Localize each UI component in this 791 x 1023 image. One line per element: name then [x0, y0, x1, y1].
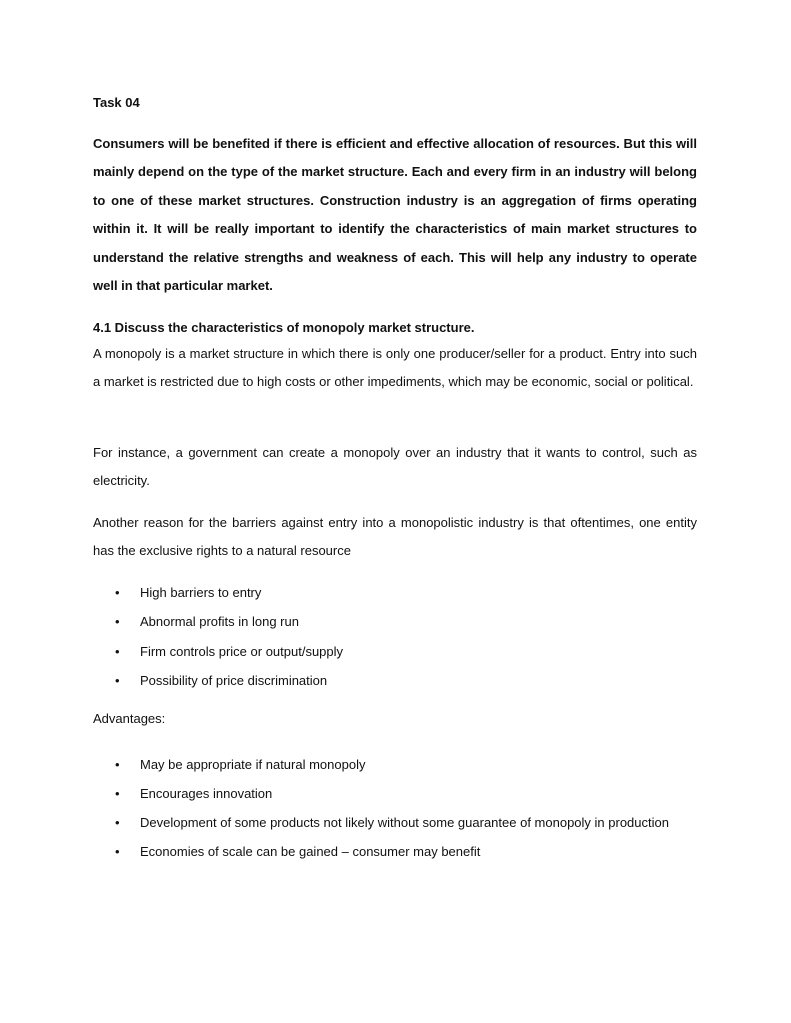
list-item-text: Abnormal profits in long run — [140, 614, 299, 630]
list-item-text: Possibility of price discrimination — [140, 672, 328, 688]
bullet-icon: • — [115, 585, 120, 600]
list-item-text: May be appropriate if natural monopoly — [140, 757, 366, 772]
list-item-text: Firm controls price or output/supply — [140, 643, 344, 659]
list-item — [93, 751, 697, 780]
advantages-label: Advantages: — [93, 711, 166, 726]
task-heading: Task 04 — [93, 95, 140, 110]
list-item — [93, 608, 697, 637]
list-item — [93, 809, 697, 838]
body-paragraph: A monopoly is a market structure in which there is only one producer/seller for a product. Entry into such a market is restricted due to high costs or other impediments, which may be economic, social or political. — [93, 346, 697, 390]
list-item — [93, 667, 697, 696]
section-title: 4.1 Discuss the characteristics of monopoly market structure. — [93, 320, 475, 335]
list-item-text: High barriers to entry — [140, 585, 262, 600]
bullet-icon: • — [115, 757, 120, 772]
list-item — [93, 838, 697, 867]
list-item-text: Economies of scale can be gained – consumer may benefit — [140, 844, 481, 859]
list-item — [93, 579, 697, 608]
advantages-list — [93, 751, 697, 867]
body-paragraph: Another reason for the barriers against entry into a monopolistic industry is that oftentimes, one entity has the exclusive rights to a natural resource — [93, 515, 697, 559]
list-item — [93, 780, 697, 809]
bullet-icon: • — [115, 815, 120, 830]
bullet-icon: • — [115, 614, 120, 630]
characteristics-list — [93, 579, 697, 696]
intro-paragraph: Consumers will be benefited if there is efficient and effective allocation of resources. But this will mainly depend on the type of the market structure. Each and every firm in an industry will belong to one of these market structures. Construction industry is an aggregation of firms operating within it. It will be really important to identify the characteristics of main market structures to understand the relative strengths and weakness of each. This will help any industry to operate well in that particular market. — [93, 136, 697, 294]
body-paragraph: For instance, a government can create a monopoly over an industry that it wants to control, such as electricity. — [93, 445, 697, 489]
bullet-icon: • — [115, 786, 120, 801]
bullet-icon: • — [115, 672, 120, 688]
bullet-icon: • — [115, 643, 120, 659]
list-item-text: Development of some products not likely without some guarantee of monopoly in production — [140, 815, 669, 830]
list-item-text: Encourages innovation — [140, 786, 273, 801]
list-item — [93, 638, 697, 667]
bullet-icon: • — [115, 844, 120, 859]
